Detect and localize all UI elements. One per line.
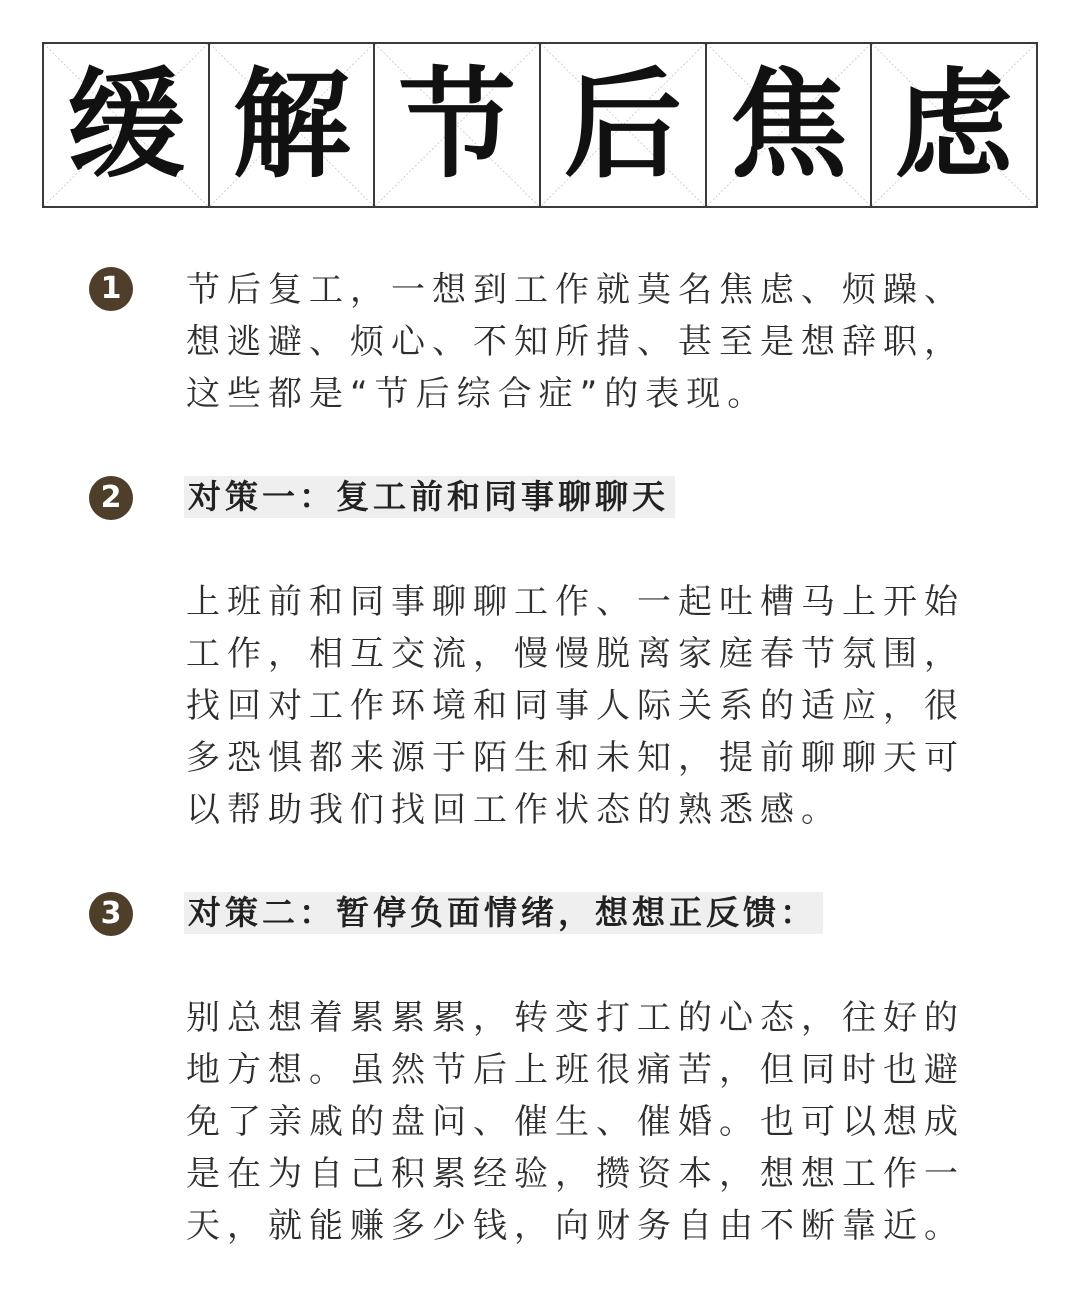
title-cell-1 xyxy=(44,44,210,206)
title-char: 节 xyxy=(398,56,517,194)
title-char: 缓 xyxy=(66,56,185,194)
title-cell-6 xyxy=(872,44,1036,206)
section-3-number-icon: 3 xyxy=(89,892,133,936)
title-cell-2 xyxy=(210,44,376,206)
title-grid xyxy=(42,42,1038,208)
section-2-heading: 对策一：复工前和同事聊聊天 xyxy=(184,476,675,518)
title-cell-3 xyxy=(375,44,541,206)
title-char: 解 xyxy=(232,56,351,194)
title-cell-5 xyxy=(707,44,873,206)
section-2-body: 上班前和同事聊聊工作、一起吐槽马上开始工作，相互交流，慢慢脱离家庭春节氛围，找回对工作环境和同事人际关系的适应，很多恐惧都来源于陌生和未知，提前聊聊天可以帮助我们找回工作状态的熟悉感。 xyxy=(186,582,965,830)
section-2-number-icon: 2 xyxy=(89,476,133,520)
title-cell-4 xyxy=(541,44,707,206)
title-char: 虑 xyxy=(895,56,1014,194)
section-1-body: 节后复工，一想到工作就莫名焦虑、烦躁、想逃避、烦心、不知所措、甚至是想辞职，这些都是“节后综合症”的表现。 xyxy=(186,270,965,414)
section-3-heading: 对策二：暂停负面情绪，想想正反馈： xyxy=(184,892,823,934)
section-1-number-icon: 1 xyxy=(89,267,133,311)
title-char: 焦 xyxy=(729,56,848,194)
title-char: 后 xyxy=(563,56,682,194)
section-3-body: 别总想着累累累，转变打工的心态，往好的地方想。虽然节后上班很痛苦，但同时也避免了亲戚的盘问、催生、催婚。也可以想成是在为自己积累经验，攒资本，想想工作一天，就能赚多少钱，向财务自由不断靠近。 xyxy=(186,998,965,1246)
